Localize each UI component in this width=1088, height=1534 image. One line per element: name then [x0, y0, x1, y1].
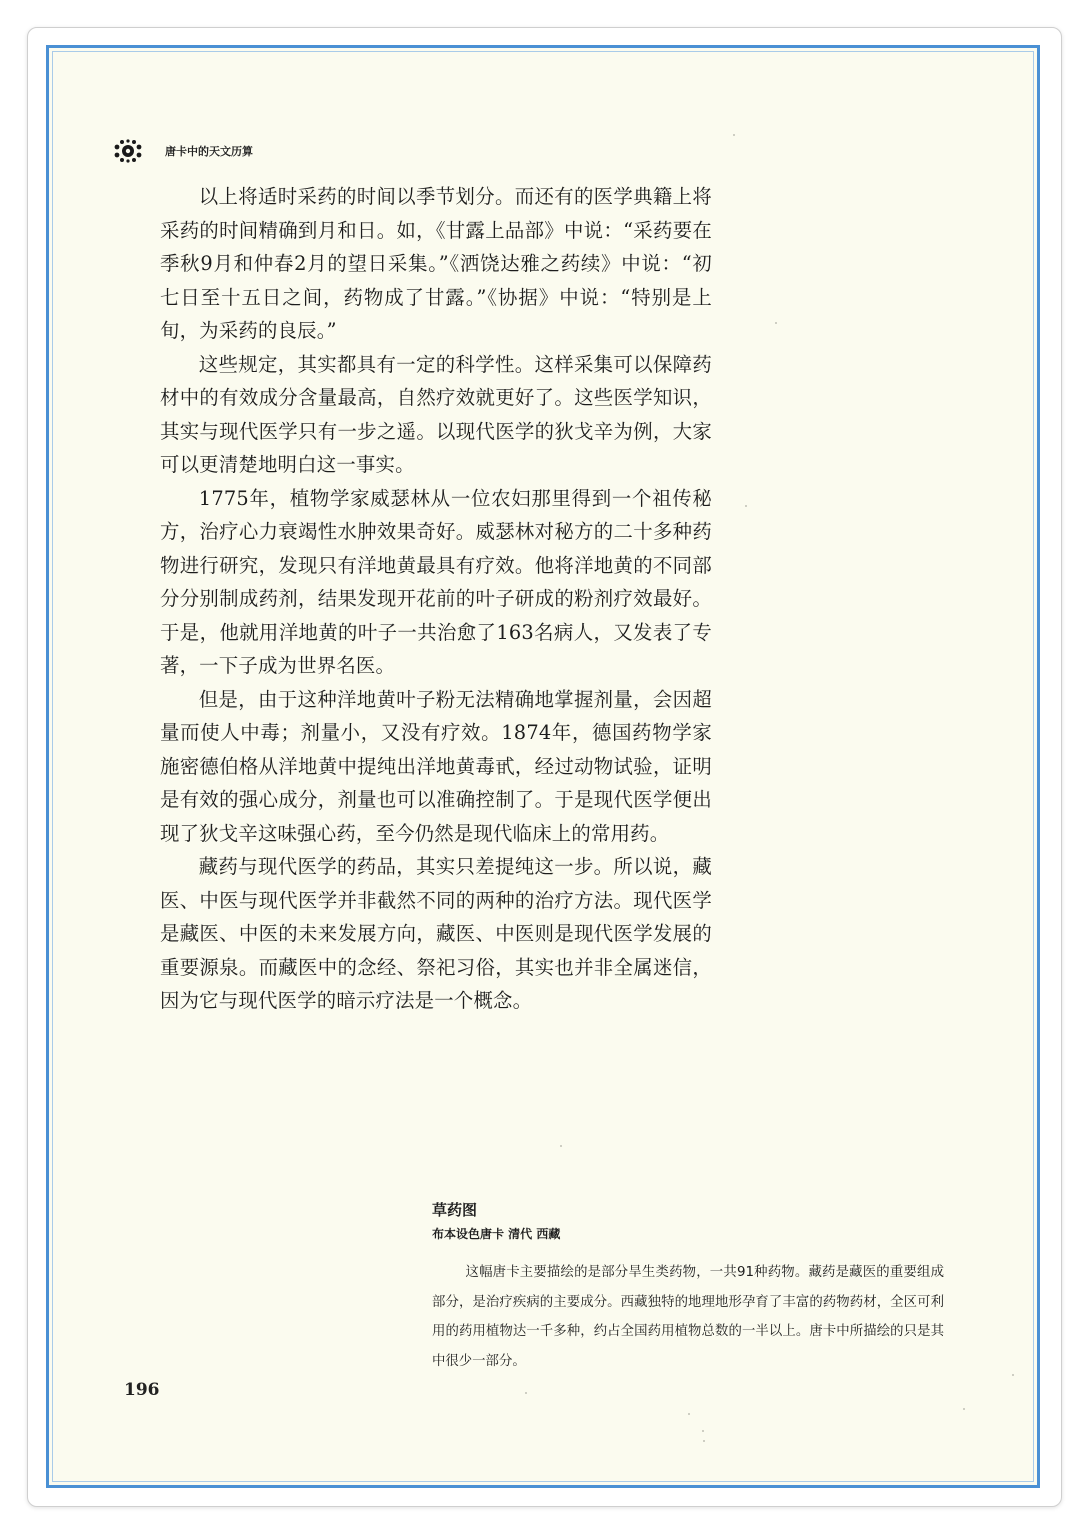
running-header-title: 唐卡中的天文历算	[165, 145, 253, 158]
paper-speck	[702, 1430, 704, 1432]
paper-speck	[703, 1440, 705, 1442]
paper-speck	[733, 134, 735, 136]
decorative-ornament-icon	[113, 139, 143, 163]
main-body-text	[160, 180, 712, 1018]
paper-speck	[963, 1408, 965, 1410]
caption-subtitle: 布本设色唐卡 清代 西藏	[432, 1227, 561, 1241]
paper-speck	[1012, 1374, 1014, 1376]
paper-speck	[745, 505, 747, 507]
body-paragraph: 1775年，植物学家威瑟林从一位农妇那里得到一个祖传秘方，治疗心力衰竭性水肿效果奇好。威瑟林对秘方的二十多种药物进行研究，发现只有洋地黄最具有疗效。他将洋地黄的不同部分分别制成药剂，结果发现开花前的叶子研成的粉剂疗效最好。于是，他就用洋地黄的叶子一共治愈了163名病人，又发表了专著，一下子成为世界名医。	[160, 486, 712, 677]
caption-text: 这幅唐卡主要描绘的是部分旱生类药物，一共91种药物。藏药是藏医的重要组成部分，是治疗疾病的主要成分。西藏独特的地理地形孕育了丰富的药物药材，全区可利用的药用植物达一千多种，约占全国药用植物总数的一半以上。唐卡中所描绘的只是其中很少一部分。	[432, 1265, 944, 1369]
paper-speck	[688, 1413, 690, 1415]
body-paragraph: 这些规定，其实都具有一定的科学性。这样采集可以保障药材中的有效成分含量最高，自然疗效就更好了。这些医学知识，其实与现代医学只有一步之遥。以现代医学的狄戈辛为例，大家可以更清楚地明白这一事实。	[160, 352, 712, 476]
body-paragraph: 以上将适时采药的时间以季节划分。而还有的医学典籍上将采药的时间精确到月和日。如，《甘露上品部》中说：“采药要在季秋9月和仲春2月的望日采集。”《洒饶达雅之药续》中说：“初七日至十五日之间，药物成了甘露。”《协据》中说：“特别是上旬，为采药的良辰。”	[160, 185, 712, 342]
paper-speck	[775, 322, 777, 324]
body-paragraph: 但是，由于这种洋地黄叶子粉无法精确地掌握剂量，会因超量而使人中毒；剂量小，又没有疗效。1874年，德国药物学家施密德伯格从洋地黄中提纯出洋地黄毒甙，经过动物试验，证明是有效的强心成分，剂量也可以准确控制了。于是现代医学便出现了狄戈辛这味强心药，至今仍然是现代临床上的常用药。	[160, 687, 712, 845]
body-paragraph: 藏药与现代医学的药品，其实只差提纯这一步。所以说，藏医、中医与现代医学并非截然不同的两种的治疗方法。现代医学是藏医、中医的未来发展方向，藏医、中医则是现代医学发展的重要源泉。而藏医中的念经、祭祀习俗，其实也并非全属迷信，因为它与现代医学的暗示疗法是一个概念。	[160, 855, 712, 1012]
page-number: 196	[124, 1380, 160, 1400]
paper-speck	[525, 1392, 527, 1394]
paper-speck	[560, 1145, 562, 1147]
figure-caption	[432, 1198, 944, 1376]
caption-title: 草药图	[432, 1201, 478, 1219]
